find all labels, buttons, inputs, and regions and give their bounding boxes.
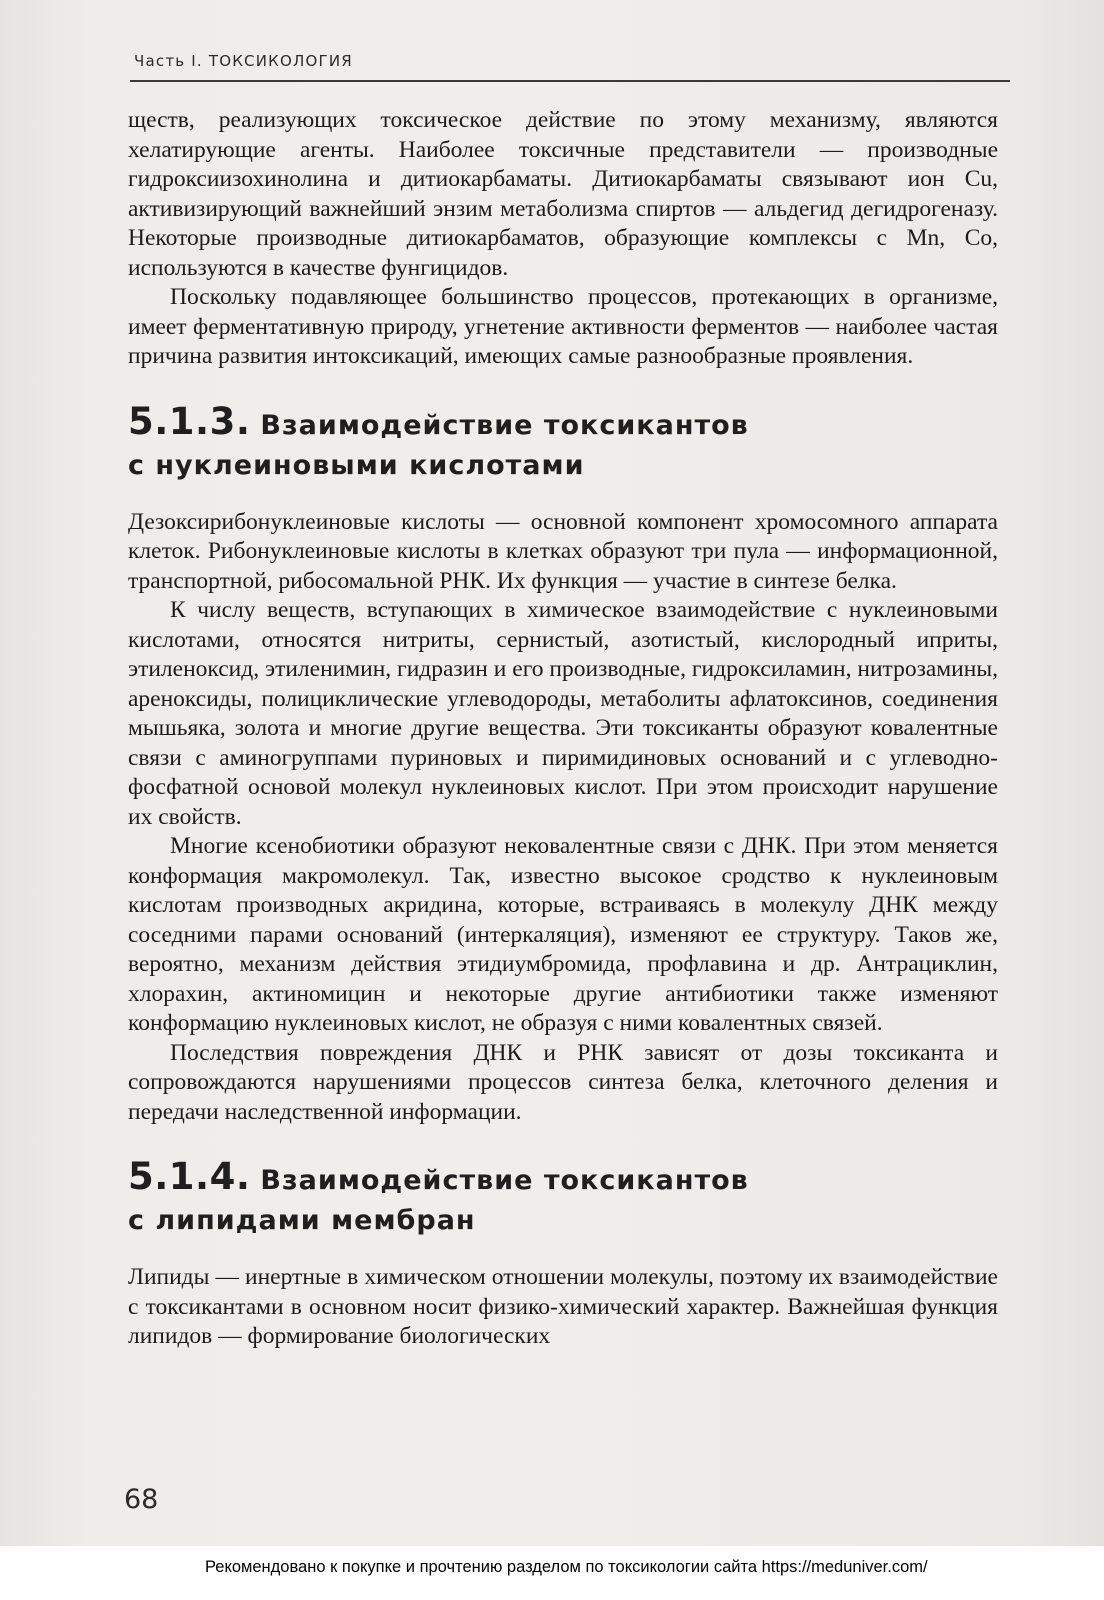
- section-title-line1: Взаимодействие токсикантов: [260, 409, 749, 441]
- section-heading-5-1-3: [128, 399, 998, 486]
- paragraph-continuation: ществ, реализующих токсическое действие по этому механизму, являются хелатирующие агенты. Наиболее токсичные представители — производные гидроксиизохинолина и дитиокарбаматы. Дитиокарбаматы связывают ион Cu, активизирующий важнейший энзим метаболизма спиртов — альдегид дегидрогеназу. Некоторые производные дитиокарбаматов, образующие комплексы с Mn, Co, используются в качестве фунгицидов.: [128, 107, 998, 281]
- paragraph: Поскольку подавляющее большинство процессов, протекающих в организме, имеет ферментативную природу, угнетение активности ферментов — наиболее частая причина развития интоксикаций, имеющих самые разнообразные проявления.: [128, 284, 998, 369]
- paragraph: Липиды — инертные в химическом отношении молекулы, поэтому их взаимодействие с токсикантами в основном носит физико-химический характер. Важнейшая функция липидов — формирование биологических: [128, 1264, 998, 1349]
- section-title-line1: Взаимодействие токсикантов: [260, 1165, 749, 1196]
- running-head: Часть I. ТОКСИКОЛОГИЯ: [134, 52, 353, 70]
- paragraph: Многие ксенобиотики образуют нековалентные связи с ДНК. При этом меняется конформация макромолекул. Так, известно высокое сродство к нуклеиновым кислотам производных акридина, которые, встраиваясь в молекулу ДНК между соседними парами оснований (интеркаляция), изменяют ее структуру. Таков же, вероятно, механизм действия этидиумбромида, профлавина и др. Антрациклин, хлорахин, актиномицин и некоторые другие антибиотики также изменяют конформацию нуклеиновых кислот, не образуя с ними ковалентных связей.: [128, 833, 998, 1036]
- paragraph: Дезоксирибонуклеиновые кислоты — основной компонент хромосомного аппарата клеток. Рибонуклеиновые кислоты в клетках образуют три пула — информационной, транспортной, рибосомальной РНК. Их функция — участие в синтезе белка.: [128, 508, 998, 594]
- header-rule: [130, 80, 1010, 82]
- section-title-line2: с липидами мембран: [128, 1205, 476, 1236]
- page-content: [128, 106, 998, 1352]
- section-heading-5-1-4: [128, 1157, 998, 1241]
- section-title-line2: с нуклеиновыми кислотами: [128, 449, 585, 481]
- paragraph: Последствия повреждения ДНК и РНК зависят от дозы токсиканта и сопровождаются нарушениями процессов синтеза белка, клеточного деления и передачи наследственной информации.: [128, 1039, 998, 1125]
- paragraph: К числу веществ, вступающих в химическое взаимодействие с нуклеиновыми кислотами, относятся нитриты, сернистый, азотистый, кислородный иприты, этиленоксид, этиленимин, гидразин и его производные, гидроксиламин, нитрозамины, ареноксиды, полициклические углеводороды, метаболиты афлатоксинов, соединения мышьяка, золота и многие другие вещества. Эти токсиканты образуют ковалентные связи с аминогруппами пуриновых и пиримидиновых оснований и с углеводно-фосфатной основой молекул нуклеиновых кислот. При этом происходит нарушение их свойств.: [128, 597, 998, 830]
- footer-recommendation-note: Рекомендовано к покупке и прочтению разделом по токсикологии сайта https://meduniver.com/: [205, 1558, 928, 1576]
- section-number: 5.1.4.: [128, 1155, 251, 1198]
- page-number: 68: [124, 1484, 159, 1515]
- section-number: 5.1.3.: [128, 399, 251, 443]
